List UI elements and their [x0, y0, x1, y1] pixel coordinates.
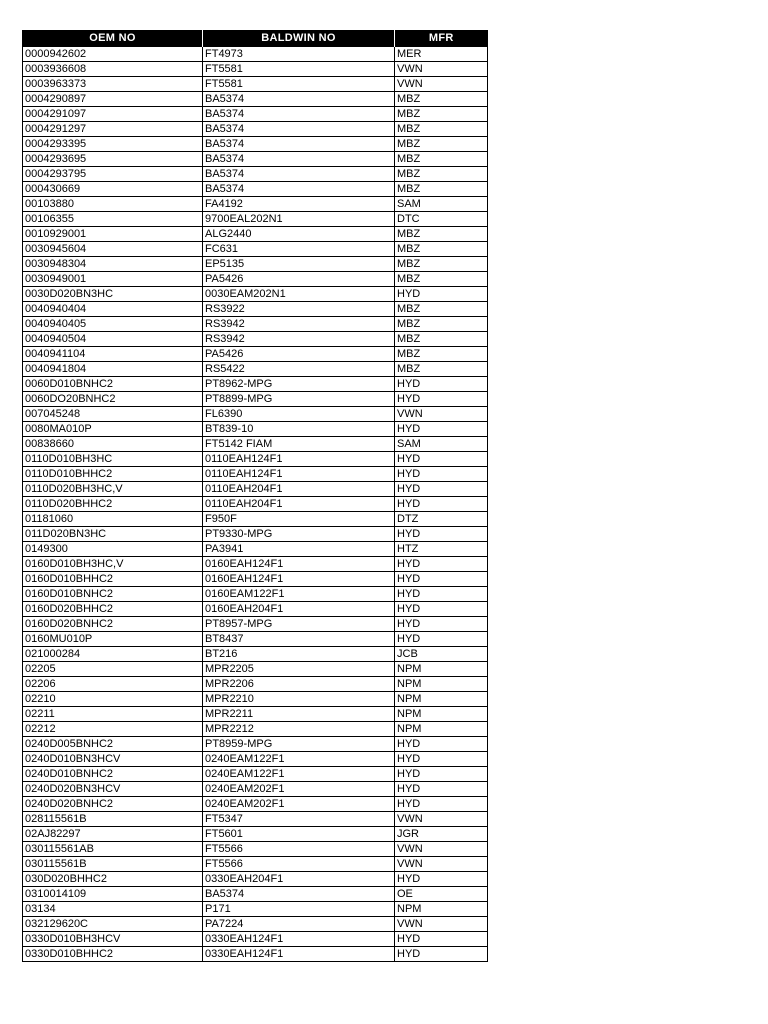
- mfr-cell: MBZ: [395, 122, 488, 137]
- table-row: [23, 77, 488, 92]
- oem-no-cell: 0003963373: [23, 77, 203, 92]
- table-row: [23, 722, 488, 737]
- table-row: [23, 827, 488, 842]
- mfr-cell: HTZ: [395, 542, 488, 557]
- mfr-cell: HYD: [395, 572, 488, 587]
- mfr-cell: MBZ: [395, 257, 488, 272]
- baldwin-no-cell: BT8437: [203, 632, 395, 647]
- mfr-cell: MBZ: [395, 347, 488, 362]
- table-row: [23, 947, 488, 962]
- oem-no-cell: 0160D010BNHC2: [23, 587, 203, 602]
- baldwin-no-cell: FC631: [203, 242, 395, 257]
- baldwin-no-cell: BA5374: [203, 182, 395, 197]
- table-row: [23, 407, 488, 422]
- baldwin-no-cell: PT8959-MPG: [203, 737, 395, 752]
- table-row: [23, 257, 488, 272]
- table-row: [23, 92, 488, 107]
- table-row: [23, 122, 488, 137]
- oem-no-cell: 02205: [23, 662, 203, 677]
- baldwin-no-cell: PA5426: [203, 347, 395, 362]
- oem-no-cell: 02AJ82297: [23, 827, 203, 842]
- table-row: [23, 872, 488, 887]
- table-row: [23, 422, 488, 437]
- baldwin-no-cell: ALG2440: [203, 227, 395, 242]
- table-row: [23, 917, 488, 932]
- oem-no-cell: 02212: [23, 722, 203, 737]
- mfr-cell: DTZ: [395, 512, 488, 527]
- table-row: [23, 302, 488, 317]
- oem-no-cell: 0000942602: [23, 47, 203, 62]
- table-row: [23, 392, 488, 407]
- baldwin-no-cell: 0110EAH204F1: [203, 482, 395, 497]
- table-row: [23, 782, 488, 797]
- mfr-cell: HYD: [395, 527, 488, 542]
- baldwin-no-cell: PA5426: [203, 272, 395, 287]
- oem-no-cell: 0110D020BH3HC,V: [23, 482, 203, 497]
- oem-no-cell: 0149300: [23, 542, 203, 557]
- table-row: [23, 377, 488, 392]
- baldwin-no-cell: 0240EAM202F1: [203, 797, 395, 812]
- baldwin-no-cell: 0160EAH124F1: [203, 572, 395, 587]
- mfr-cell: MBZ: [395, 92, 488, 107]
- baldwin-no-cell: PT8962-MPG: [203, 377, 395, 392]
- mfr-cell: HYD: [395, 467, 488, 482]
- baldwin-no-cell: MPR2210: [203, 692, 395, 707]
- mfr-cell: HYD: [395, 377, 488, 392]
- oem-no-cell: 030D020BHHC2: [23, 872, 203, 887]
- oem-no-cell: 030115561B: [23, 857, 203, 872]
- mfr-cell: VWN: [395, 812, 488, 827]
- baldwin-no-cell: 0160EAM122F1: [203, 587, 395, 602]
- mfr-cell: VWN: [395, 842, 488, 857]
- oem-no-cell: 0004291097: [23, 107, 203, 122]
- table-row: [23, 182, 488, 197]
- oem-no-cell: 0240D020BNHC2: [23, 797, 203, 812]
- baldwin-no-cell: 9700EAL202N1: [203, 212, 395, 227]
- oem-no-cell: 0003936608: [23, 62, 203, 77]
- oem-no-cell: 030115561AB: [23, 842, 203, 857]
- baldwin-no-cell: FT5601: [203, 827, 395, 842]
- oem-no-cell: 0004293795: [23, 167, 203, 182]
- baldwin-no-cell: PT8899-MPG: [203, 392, 395, 407]
- mfr-cell: SAM: [395, 197, 488, 212]
- baldwin-no-cell: PA3941: [203, 542, 395, 557]
- baldwin-no-cell: 0330EAH124F1: [203, 932, 395, 947]
- oem-no-cell: 021000284: [23, 647, 203, 662]
- mfr-cell: MBZ: [395, 227, 488, 242]
- oem-no-cell: 0110D020BHHC2: [23, 497, 203, 512]
- oem-no-cell: 0110D010BHHC2: [23, 467, 203, 482]
- mfr-cell: MBZ: [395, 332, 488, 347]
- oem-no-cell: 0160MU010P: [23, 632, 203, 647]
- table-row: [23, 497, 488, 512]
- baldwin-no-cell: 0240EAM122F1: [203, 767, 395, 782]
- table-row: [23, 677, 488, 692]
- oem-no-cell: 00838660: [23, 437, 203, 452]
- table-row: [23, 227, 488, 242]
- baldwin-no-cell: PT8957-MPG: [203, 617, 395, 632]
- baldwin-no-cell: 0240EAM202F1: [203, 782, 395, 797]
- oem-no-cell: 0040941804: [23, 362, 203, 377]
- table-row: [23, 857, 488, 872]
- oem-no-cell: 0240D020BN3HCV: [23, 782, 203, 797]
- table-row: [23, 797, 488, 812]
- oem-no-cell: 0160D010BH3HC,V: [23, 557, 203, 572]
- table-row: [23, 587, 488, 602]
- table-row: [23, 887, 488, 902]
- mfr-cell: HYD: [395, 602, 488, 617]
- oem-no-cell: 03134: [23, 902, 203, 917]
- mfr-cell: HYD: [395, 452, 488, 467]
- table-row: [23, 272, 488, 287]
- baldwin-no-cell: 0160EAH124F1: [203, 557, 395, 572]
- mfr-cell: HYD: [395, 557, 488, 572]
- baldwin-no-cell: FT5581: [203, 77, 395, 92]
- table-row: [23, 572, 488, 587]
- mfr-cell: HYD: [395, 797, 488, 812]
- header-row: [23, 30, 488, 47]
- mfr-cell: HYD: [395, 392, 488, 407]
- oem-no-cell: 0040940405: [23, 317, 203, 332]
- baldwin-no-cell: FA4192: [203, 197, 395, 212]
- table-row: [23, 842, 488, 857]
- oem-no-cell: 0330D010BHHC2: [23, 947, 203, 962]
- baldwin-no-cell: 0160EAH204F1: [203, 602, 395, 617]
- baldwin-no-cell: BA5374: [203, 137, 395, 152]
- baldwin-no-cell: 0110EAH124F1: [203, 452, 395, 467]
- table-row: [23, 452, 488, 467]
- mfr-cell: DTC: [395, 212, 488, 227]
- baldwin-no-cell: F950F: [203, 512, 395, 527]
- table-row: [23, 902, 488, 917]
- table-row: [23, 347, 488, 362]
- table-row: [23, 242, 488, 257]
- oem-no-cell: 0030948304: [23, 257, 203, 272]
- mfr-cell: HYD: [395, 632, 488, 647]
- baldwin-no-cell: BA5374: [203, 122, 395, 137]
- baldwin-no-cell: 0030EAM202N1: [203, 287, 395, 302]
- baldwin-no-cell: FT5566: [203, 857, 395, 872]
- oem-no-cell: 0040940504: [23, 332, 203, 347]
- oem-no-cell: 0240D005BNHC2: [23, 737, 203, 752]
- parts-cross-reference-sheet: [22, 30, 487, 962]
- table-row: [23, 737, 488, 752]
- mfr-cell: MBZ: [395, 272, 488, 287]
- oem-no-cell: 0030949001: [23, 272, 203, 287]
- table-row: [23, 317, 488, 332]
- mfr-cell: MBZ: [395, 182, 488, 197]
- header-mfr: MFR: [395, 30, 488, 47]
- mfr-cell: MBZ: [395, 302, 488, 317]
- baldwin-no-cell: P171: [203, 902, 395, 917]
- mfr-cell: NPM: [395, 677, 488, 692]
- oem-no-cell: 000430669: [23, 182, 203, 197]
- mfr-cell: HYD: [395, 587, 488, 602]
- baldwin-no-cell: PT9330-MPG: [203, 527, 395, 542]
- mfr-cell: HYD: [395, 872, 488, 887]
- oem-no-cell: 0004293695: [23, 152, 203, 167]
- oem-no-cell: 0004291297: [23, 122, 203, 137]
- oem-no-cell: 0060DO20BNHC2: [23, 392, 203, 407]
- oem-no-cell: 00106355: [23, 212, 203, 227]
- baldwin-no-cell: RS3942: [203, 317, 395, 332]
- table-row: [23, 287, 488, 302]
- baldwin-no-cell: BA5374: [203, 887, 395, 902]
- table-row: [23, 332, 488, 347]
- oem-no-cell: 02210: [23, 692, 203, 707]
- mfr-cell: HYD: [395, 737, 488, 752]
- mfr-cell: NPM: [395, 722, 488, 737]
- oem-no-cell: 0004293395: [23, 137, 203, 152]
- mfr-cell: HYD: [395, 932, 488, 947]
- oem-no-cell: 0060D010BNHC2: [23, 377, 203, 392]
- table-row: [23, 137, 488, 152]
- table-row: [23, 812, 488, 827]
- baldwin-no-cell: BA5374: [203, 167, 395, 182]
- oem-no-cell: 0010929001: [23, 227, 203, 242]
- oem-no-cell: 011D020BN3HC: [23, 527, 203, 542]
- table-row: [23, 767, 488, 782]
- table-row: [23, 512, 488, 527]
- baldwin-no-cell: MPR2212: [203, 722, 395, 737]
- oem-no-cell: 0004290897: [23, 92, 203, 107]
- mfr-cell: MBZ: [395, 242, 488, 257]
- oem-no-cell: 007045248: [23, 407, 203, 422]
- header-oem-no: OEM NO: [23, 30, 203, 47]
- oem-no-cell: 02206: [23, 677, 203, 692]
- mfr-cell: HYD: [395, 422, 488, 437]
- mfr-cell: VWN: [395, 77, 488, 92]
- mfr-cell: HYD: [395, 287, 488, 302]
- mfr-cell: JGR: [395, 827, 488, 842]
- baldwin-no-cell: 0330EAH204F1: [203, 872, 395, 887]
- baldwin-no-cell: 0110EAH124F1: [203, 467, 395, 482]
- baldwin-no-cell: FT4973: [203, 47, 395, 62]
- table-body: [23, 47, 488, 962]
- oem-no-cell: 0030D020BN3HC: [23, 287, 203, 302]
- mfr-cell: NPM: [395, 662, 488, 677]
- baldwin-no-cell: FT5581: [203, 62, 395, 77]
- mfr-cell: NPM: [395, 692, 488, 707]
- baldwin-no-cell: 0330EAH124F1: [203, 947, 395, 962]
- table-row: [23, 692, 488, 707]
- mfr-cell: MBZ: [395, 362, 488, 377]
- mfr-cell: HYD: [395, 482, 488, 497]
- mfr-cell: JCB: [395, 647, 488, 662]
- table-row: [23, 152, 488, 167]
- table-row: [23, 167, 488, 182]
- oem-no-cell: 02211: [23, 707, 203, 722]
- table-row: [23, 602, 488, 617]
- oem-no-cell: 0110D010BH3HC: [23, 452, 203, 467]
- oem-no-cell: 0040941104: [23, 347, 203, 362]
- baldwin-no-cell: RS5422: [203, 362, 395, 377]
- mfr-cell: HYD: [395, 752, 488, 767]
- oem-no-cell: 028115561B: [23, 812, 203, 827]
- table-row: [23, 47, 488, 62]
- table-row: [23, 662, 488, 677]
- table-row: [23, 527, 488, 542]
- oem-no-cell: 0030945604: [23, 242, 203, 257]
- oem-no-cell: 0240D010BNHC2: [23, 767, 203, 782]
- baldwin-no-cell: BT216: [203, 647, 395, 662]
- mfr-cell: OE: [395, 887, 488, 902]
- baldwin-no-cell: BA5374: [203, 92, 395, 107]
- mfr-cell: VWN: [395, 857, 488, 872]
- mfr-cell: NPM: [395, 707, 488, 722]
- mfr-cell: SAM: [395, 437, 488, 452]
- baldwin-no-cell: RS3942: [203, 332, 395, 347]
- mfr-cell: HYD: [395, 947, 488, 962]
- table-row: [23, 647, 488, 662]
- mfr-cell: VWN: [395, 917, 488, 932]
- mfr-cell: HYD: [395, 782, 488, 797]
- oem-no-cell: 01181060: [23, 512, 203, 527]
- baldwin-no-cell: MPR2211: [203, 707, 395, 722]
- mfr-cell: VWN: [395, 62, 488, 77]
- baldwin-no-cell: FT5347: [203, 812, 395, 827]
- baldwin-no-cell: FT5142 FIAM: [203, 437, 395, 452]
- table-row: [23, 467, 488, 482]
- table-row: [23, 62, 488, 77]
- mfr-cell: VWN: [395, 407, 488, 422]
- table-row: [23, 212, 488, 227]
- header-baldwin-no: BALDWIN NO: [203, 30, 395, 47]
- table-row: [23, 617, 488, 632]
- oem-no-cell: 00103880: [23, 197, 203, 212]
- oem-no-cell: 0330D010BH3HCV: [23, 932, 203, 947]
- cross-reference-table: [22, 30, 488, 962]
- baldwin-no-cell: 0240EAM122F1: [203, 752, 395, 767]
- table-row: [23, 632, 488, 647]
- baldwin-no-cell: PA7224: [203, 917, 395, 932]
- baldwin-no-cell: BA5374: [203, 152, 395, 167]
- oem-no-cell: 0240D010BN3HCV: [23, 752, 203, 767]
- mfr-cell: HYD: [395, 617, 488, 632]
- baldwin-no-cell: RS3922: [203, 302, 395, 317]
- table-row: [23, 197, 488, 212]
- baldwin-no-cell: FT5566: [203, 842, 395, 857]
- oem-no-cell: 0160D020BHHC2: [23, 602, 203, 617]
- baldwin-no-cell: MPR2205: [203, 662, 395, 677]
- mfr-cell: MBZ: [395, 317, 488, 332]
- oem-no-cell: 0160D010BHHC2: [23, 572, 203, 587]
- mfr-cell: NPM: [395, 902, 488, 917]
- oem-no-cell: 0040940404: [23, 302, 203, 317]
- oem-no-cell: 0310014109: [23, 887, 203, 902]
- table-row: [23, 557, 488, 572]
- mfr-cell: MER: [395, 47, 488, 62]
- mfr-cell: MBZ: [395, 107, 488, 122]
- oem-no-cell: 0160D020BNHC2: [23, 617, 203, 632]
- table-row: [23, 107, 488, 122]
- mfr-cell: HYD: [395, 497, 488, 512]
- mfr-cell: MBZ: [395, 137, 488, 152]
- baldwin-no-cell: MPR2206: [203, 677, 395, 692]
- table-row: [23, 362, 488, 377]
- baldwin-no-cell: EP5135: [203, 257, 395, 272]
- mfr-cell: MBZ: [395, 167, 488, 182]
- table-row: [23, 482, 488, 497]
- baldwin-no-cell: BA5374: [203, 107, 395, 122]
- oem-no-cell: 032129620C: [23, 917, 203, 932]
- baldwin-no-cell: 0110EAH204F1: [203, 497, 395, 512]
- baldwin-no-cell: BT839-10: [203, 422, 395, 437]
- mfr-cell: HYD: [395, 767, 488, 782]
- oem-no-cell: 0080MA010P: [23, 422, 203, 437]
- table-row: [23, 707, 488, 722]
- table-row: [23, 932, 488, 947]
- table-row: [23, 752, 488, 767]
- table-row: [23, 542, 488, 557]
- baldwin-no-cell: FL6390: [203, 407, 395, 422]
- table-row: [23, 437, 488, 452]
- mfr-cell: MBZ: [395, 152, 488, 167]
